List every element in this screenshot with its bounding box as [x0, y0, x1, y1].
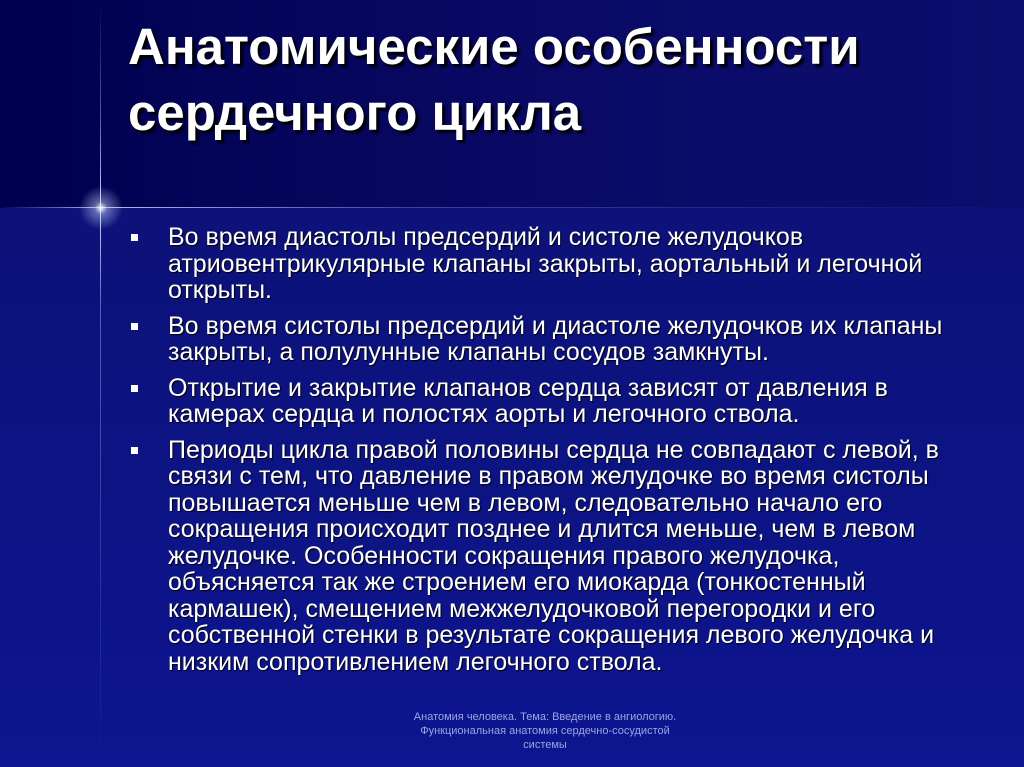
bullet-text: Открытие и закрытие клапанов сердца зависят от давления в камерах сердца и полостях аорты и легочного ствола. [168, 373, 888, 428]
square-bullet-icon [131, 447, 138, 454]
bullet-item [128, 224, 968, 304]
bullet-text: Во время диастолы предсердий и систоле желудочков атриовентрикулярные клапаны закрыты, аортальный и легочной открыты. [168, 223, 923, 304]
bullet-item [128, 437, 968, 676]
lens-flare-horizontal [0, 207, 1024, 208]
slide-title: Анатомические особенности сердечного цикла [128, 18, 860, 141]
slide-footer: Анатомия человека. Тема: Введение в ангиологию. Функциональная анатомия сердечно-сосудистой системы [413, 711, 677, 751]
square-bullet-icon [131, 234, 138, 241]
lens-flare-vertical [100, 0, 101, 767]
square-bullet-icon [131, 323, 138, 330]
bullet-item [128, 375, 968, 428]
bullet-item [128, 313, 968, 366]
lens-flare-glow [76, 183, 126, 233]
bullet-text: Во время систолы предсердий и диастоле желудочков их клапаны закрыты, а полулунные клапаны сосудов замкнуты. [168, 311, 943, 366]
square-bullet-icon [131, 385, 138, 392]
bullet-text: Периоды цикла правой половины сердца не совпадают с левой, в связи с тем, что давление в правом желудочке во время систолы повышается меньше чем в левом, следовательно начало его сокращения происходит позднее и длится меньше, чем в левом желудочке. Особенности сокращения правого желудочка, объясняется так же строением его миокарда (тонкостенный кармашек), смещением межжелудочковой перегородки и его собственной стенки в результате сокращения левого желудочка и низким сопротивлением легочного ствола. [168, 435, 939, 676]
bullet-list [128, 224, 968, 684]
